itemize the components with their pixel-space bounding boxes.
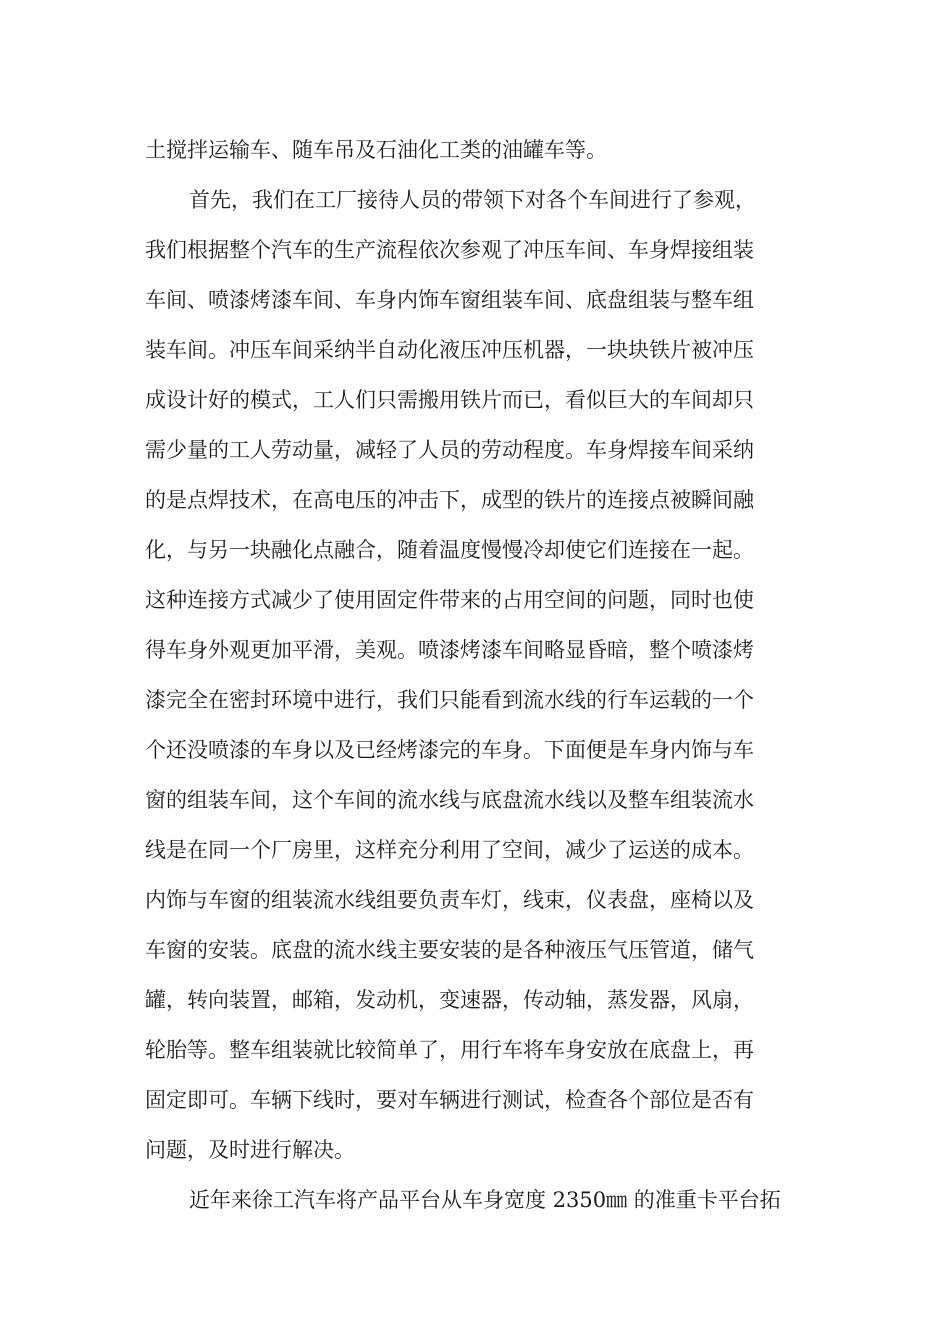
text-line: 装车间。冲压车间采纳半自动化液压冲压机器，一块块铁片被冲压 xyxy=(145,338,754,362)
paragraph-first-line: 首先，我们在工厂接待人员的带领下对各个车间进行了参观， xyxy=(189,188,756,212)
text-line: 的是点焊技术，在高电压的冲击下，成型的铁片的连接点被瞬间融 xyxy=(145,488,754,512)
text-line: 固定即可。车辆下线时，要对车辆进行测试，检查各个部位是否有 xyxy=(145,1088,754,1112)
text-line: 得车身外观更加平滑，美观。喷漆烤漆车间略显昏暗，整个喷漆烤 xyxy=(145,638,754,662)
text-line: 个还没喷漆的车身以及已经烤漆完的车身。下面便是车身内饰与车 xyxy=(145,738,754,762)
text-line: 需少量的工人劳动量，减轻了人员的劳动程度。车身焊接车间采纳 xyxy=(145,438,754,462)
text-line: 漆完全在密封环境中进行，我们只能看到流水线的行车运载的一个 xyxy=(145,688,754,712)
text-line: 土搅拌运输车、随车吊及石油化工类的油罐车等。 xyxy=(145,138,607,162)
text-line: 轮胎等。整车组装就比较简单了，用行车将车身安放在底盘上，再 xyxy=(145,1038,754,1062)
text-line: 车窗的安装。底盘的流水线主要安装的是各种液压气压管道，储气 xyxy=(145,938,754,962)
text-line: 我们根据整个汽车的生产流程依次参观了冲压车间、车身焊接组装 xyxy=(145,238,754,262)
text-line: 化，与另一块融化点融合，随着温度慢慢冷却使它们连接在一起。 xyxy=(145,538,754,562)
text-line: 线是在同一个厂房里，这样充分利用了空间，减少了运送的成本。 xyxy=(145,838,754,862)
text-line: 这种连接方式减少了使用固定件带来的占用空间的问题，同时也使 xyxy=(145,588,754,612)
text-line: 内饰与车窗的组装流水线组要负责车灯，线束，仪表盘，座椅以及 xyxy=(145,888,754,912)
text-line: 车间、喷漆烤漆车间、车身内饰车窗组装车间、底盘组装与整车组 xyxy=(145,288,754,312)
paragraph-first-line: 近年来徐工汽车将产品平台从车身宽度 2350㎜ 的准重卡平台拓 xyxy=(189,1188,781,1212)
text-line: 成设计好的模式，工人们只需搬用铁片而已，看似巨大的车间却只 xyxy=(145,388,754,412)
text-line: 问题，及时进行解决。 xyxy=(145,1138,355,1162)
text-line: 罐，转向装置，邮箱，发动机，变速器，传动轴，蒸发器，风扇， xyxy=(145,988,754,1012)
text-line: 窗的组装车间，这个车间的流水线与底盘流水线以及整车组装流水 xyxy=(145,788,754,812)
